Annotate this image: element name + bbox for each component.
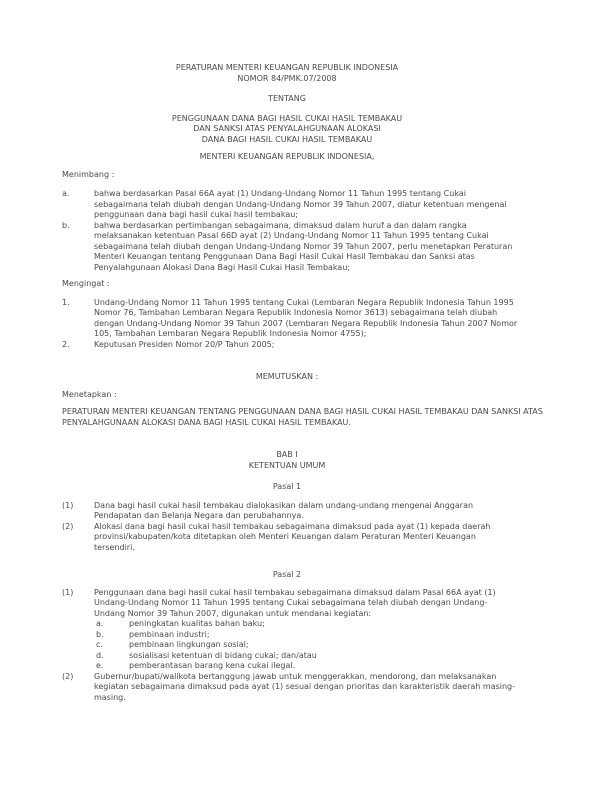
list-item-text: bahwa berdasarkan Pasal 66A ayat (1) Undang-Undang Nomor 11 Tahun 1995 tentang Cukai sebagaimana telah diubah dengan Undang-Undang Nomor 39 Tahun 2007, diatur ketentuan mengenai penggunaan dana bagi hasil cukai hasil tembakau;: [94, 189, 507, 219]
ayat-text: Alokasi dana bagi hasil cukai hasil tembakau sebagaimana dimaksud pada ayat (1) kepada daerah provinsi/kabupaten/kota ditetapkan oleh Menteri Keuangan dalam Peraturan Menteri Keuangan tersendiri.: [94, 521, 491, 552]
list-item-text: Keputusan Presiden Nomor 20/P Tahun 2005;: [94, 339, 275, 349]
list-item: [62, 189, 546, 221]
list-item-text: bahwa berdasarkan pertimbangan sebagaimana, dimaksud dalam huruf a dan dalam rangka melaksanakan ketentuan Pasal 66D ayat (2) Undang-Undang Nomor 11 Tahun 1995 tentang Cukai sebagaimana telah diubah dengan Undang-Undang Nomor 39 Tahun 2007, perlu menetapkan Peraturan Menteri Keuangan tentang Penggunaan Dana Bagi Hasil Cukai Hasil Tembakau dan Sanksi atas Penyalahgunaan Alokasi Dana Bagi Hasil Cukai Hasil Tembakau;: [94, 220, 513, 272]
ayat-marker: (1): [62, 587, 74, 597]
pasal-2-body: [62, 588, 546, 704]
menimbang-label: Menimbang :: [62, 169, 115, 179]
menimbang-list: [62, 189, 546, 273]
sub-item-marker: b.: [96, 629, 104, 639]
issuer-line: MENTERI KEUANGAN REPUBLIK INDONESIA,: [199, 152, 375, 161]
pasal-2-heading: Pasal 2: [272, 570, 302, 579]
sub-item-text: sosialisasi ketentuan di bidang cukai; dan/atau: [129, 650, 317, 660]
sub-item: [96, 661, 518, 672]
ayat-text: Gubernur/bupati/walikota bertanggung jawab untuk menggerakkan, mendorong, dan melaksanakan kegiatan sebagaimana dimaksud pada ayat (1) sesuai dengan prioritas dan karakteristik daerah masing-masing.: [94, 671, 516, 702]
sub-item: [96, 651, 518, 662]
sub-item: [96, 619, 518, 630]
sub-item-text: peningkatan kualitas bahan baku;: [129, 619, 265, 628]
bab-title: KETENTUAN UMUM: [248, 460, 326, 470]
mengingat-label: Mengingat :: [62, 279, 110, 288]
menetapkan-text: PERATURAN MENTERI KEUANGAN TENTANG PENGGUNAAN DANA BAGI HASIL CUKAI HASIL TEMBAKAU DAN SANKSI ATAS PENYALAHGUNAAN ALOKASI DANA BAGI HASIL CUKAI HASIL TEMBAKAU.: [62, 407, 543, 427]
ayat-content: [94, 588, 518, 672]
sub-item-text: pembinaan lingkungan sosial;: [129, 640, 249, 649]
doc-subject: [62, 114, 512, 146]
memutuskan-heading: MEMUTUSKAN :: [255, 372, 319, 381]
bab-heading: [62, 450, 512, 471]
ayat-item: [62, 672, 546, 704]
list-marker: 2.: [62, 339, 70, 349]
sub-item-text: pemberantasan barang kena cukai ilegal.: [129, 661, 296, 670]
doc-subject-line: DAN SANKSI ATAS PENYALAHGUNAAN ALOKASI: [193, 124, 381, 133]
sub-item-marker: d.: [96, 650, 104, 660]
sub-item: [96, 640, 518, 651]
sub-item: [96, 630, 518, 641]
ayat-item: [62, 522, 546, 554]
menetapkan-label: Menetapkan :: [62, 389, 117, 399]
ayat-marker: (1): [62, 500, 74, 510]
doc-subject-line: DANA BAGI HASIL CUKAI HASIL TEMBAKAU: [201, 134, 373, 144]
doc-header: [62, 63, 512, 84]
list-item: [62, 340, 546, 351]
sub-item-marker: a.: [96, 619, 104, 628]
ayat-text: Penggunaan dana bagi hasil cukai hasil tembakau sebagaimana dimaksud dalam Pasal 66A ayat (1) Undang-Undang Nomor 11 Tahun 1995 tentang Cukai sebagaimana telah diubah dengan Undang-Undang Nomor 39 Tahun 2007, digunakan untuk mendanai kegiatan:: [94, 587, 496, 618]
list-item: [62, 221, 546, 274]
tentang-heading: TENTANG: [268, 94, 306, 103]
doc-subject-line: PENGGUNAAN DANA BAGI HASIL CUKAI HASIL TEMBAKAU: [171, 113, 403, 123]
sub-list: [94, 619, 518, 672]
pasal-1-body: [62, 501, 546, 554]
mengingat-list: [62, 298, 546, 351]
list-marker: 1.: [62, 297, 70, 307]
sub-item-marker: e.: [96, 661, 104, 670]
ayat-item: [62, 501, 546, 522]
bab-number: BAB I: [276, 450, 298, 459]
ayat-marker: (2): [62, 521, 74, 531]
ayat-marker: (2): [62, 671, 74, 681]
doc-number: NOMOR 84/PMK.07/2008: [237, 73, 337, 83]
doc-header-line: PERATURAN MENTERI KEUANGAN REPUBLIK INDONESIA: [175, 63, 399, 72]
ayat-item: [62, 588, 546, 672]
list-item-text: Undang-Undang Nomor 11 Tahun 1995 tentang Cukai (Lembaran Negara Republik Indonesia Tahun 1995 Nomor 76, Tambahan Lembaran Negara Republik Indonesia Nomor 3613) sebagaimana telah diubah dengan Undang-Undang Nomor 39 Tahun 2007 (Lembaran Negara Republik Indonesia Tahun 2007 Nomor 105, Tambahan Lembaran Negara Republik Indonesia Nomor 4755);: [94, 297, 518, 338]
list-marker: a.: [62, 189, 70, 198]
sub-item-text: pembinaan industri;: [129, 629, 210, 639]
ayat-text: Dana bagi hasil cukai hasil tembakau dialokasikan dalam undang-undang mengenai Anggaran Pendapatan dan Belanja Negara dan perubahannya.: [94, 500, 474, 520]
list-item: [62, 298, 546, 340]
sub-item-marker: c.: [96, 640, 103, 649]
pasal-1-heading: Pasal 1: [272, 482, 302, 491]
list-marker: b.: [62, 220, 70, 230]
